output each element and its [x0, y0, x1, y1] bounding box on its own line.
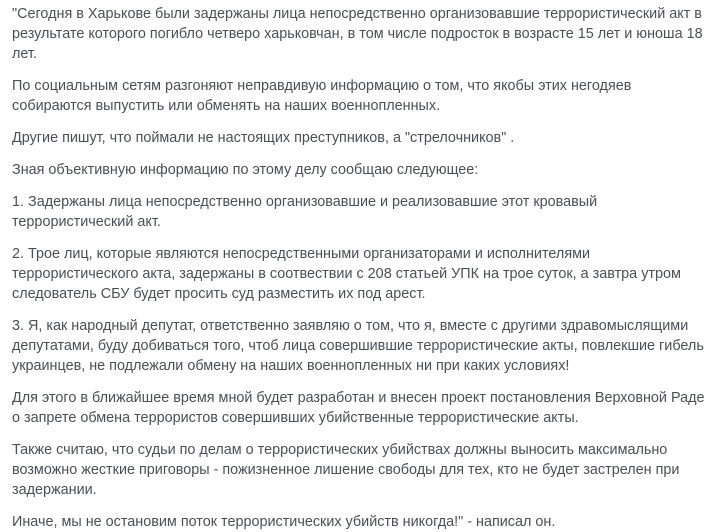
paragraph-intro-facts: Зная объективную информацию по этому делу сообщаю следующее:	[12, 162, 479, 178]
paragraph-point-2: 2. Трое лиц, которые являются непосредственными организаторами и исполнителями террористического акта, задержаны в соотвествии с 208 статьей УПК на трое суток, а завтра утром следователь СБУ будет просить суд разместить их под арест.	[12, 246, 681, 302]
paragraph-resolution: Для этого в ближайшее время мной будет разработан и внесен проект постановления Верховной Раде о запрете обмена террористов совершивших убийственные террористические акты.	[12, 390, 705, 426]
paragraph-point-1: 1. Задержаны лица непосредственно организовавшие и реализовавшие этот кровавый террористический акт.	[12, 194, 598, 230]
paragraph-arrest-announcement: "Сегодня в Харькове были задержаны лица непосредственно организовавшие террористический акт в результате которого погибло четверо харьковчан, в том числе подросток в возрасте 15 лет и юноша 18 лет.	[12, 6, 703, 62]
paragraph-point-3: 3. Я, как народный депутат, ответственно заявляю о том, что я, вместе с другими здравомыслящими депутатами, буду добиваться того, чтоб лица совершившие террористические акты, повлекшие гибель украинцев, не подлежали обмену на наших военнопленных ни при каких условиях!	[12, 318, 704, 374]
paragraph-social-media-rumors: По социальным сетям разгоняют неправдивую информацию о том, что якобы этих негодяев собираются выпустить или обменять на наших военнопленных.	[12, 78, 632, 114]
paragraph-closing-quote: Иначе, мы не остановим поток террористических убийств никогда!" - написал он.	[12, 514, 556, 530]
paragraph-scapegoats: Другие пишут, что поймали не настоящих преступников, а "стрелочников" .	[12, 130, 515, 146]
paragraph-sentences: Также считаю, что судьи по делам о террористических убийствах должны выносить максимально возможно жесткие приговоры - пожизненное лишение свободы для тех, кто не будет застрелен при задержании.	[12, 442, 680, 498]
